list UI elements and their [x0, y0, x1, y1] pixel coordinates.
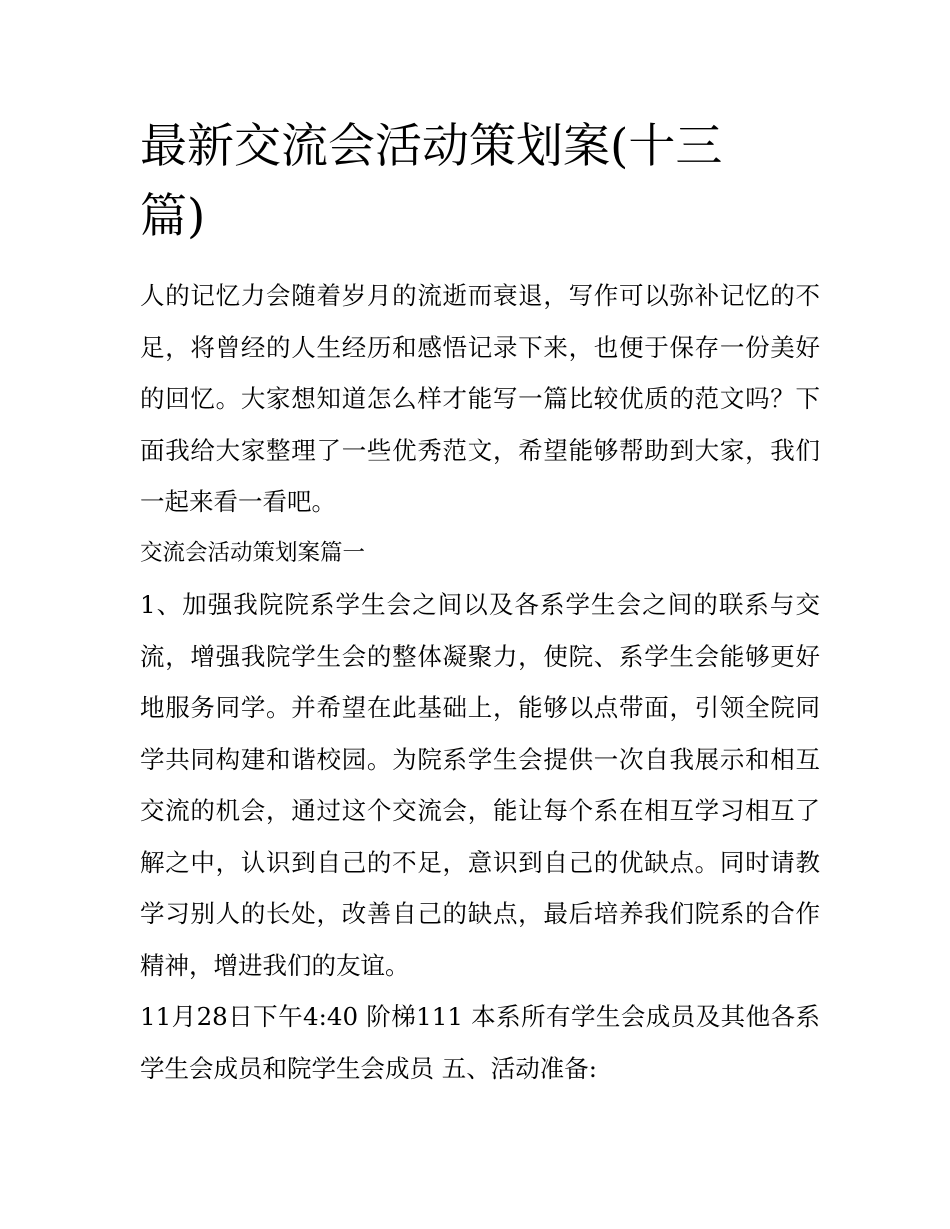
document-title: 最新交流会活动策划案(十三篇) — [140, 119, 723, 244]
intro-paragraph: 人的记忆力会随着岁月的流逝而衰退，写作可以弥补记忆的不足，将曾经的人生经历和感悟记录下来，也便于保存一份美好的回忆。大家想知道怎么样才能写一篇比较优质的范文吗？下面我给大家整理了一些优秀范文，希望能够帮助到大家，我们一起来看一看吧。 — [140, 281, 820, 516]
section-heading: 交流会活动策划案篇一 — [140, 539, 366, 566]
body-paragraph-2: 11月28日下午4:40 阶梯111 本系所有学生会成员及其他各系学生会成员和院学生会成员 五、活动准备: — [140, 1002, 820, 1083]
body-paragraph-1: 1、加强我院院系学生会之间以及各系学生会之间的联系与交流，增强我院学生会的整体凝聚力，使院、系学生会能够更好地服务同学。并希望在此基础上，能够以点带面，引领全院同学共同构建和谐校园。为院系学生会提供一次自我展示和相互交流的机会，通过这个交流会，能让每个系在相互学习相互了解之中，认识到自己的不足，意识到自己的优缺点。同时请教学习别人的长处，改善自己的缺点，最后培养我们院系的合作精神，增进我们的友谊。 — [140, 590, 820, 980]
document-content — [140, 112, 820, 1094]
